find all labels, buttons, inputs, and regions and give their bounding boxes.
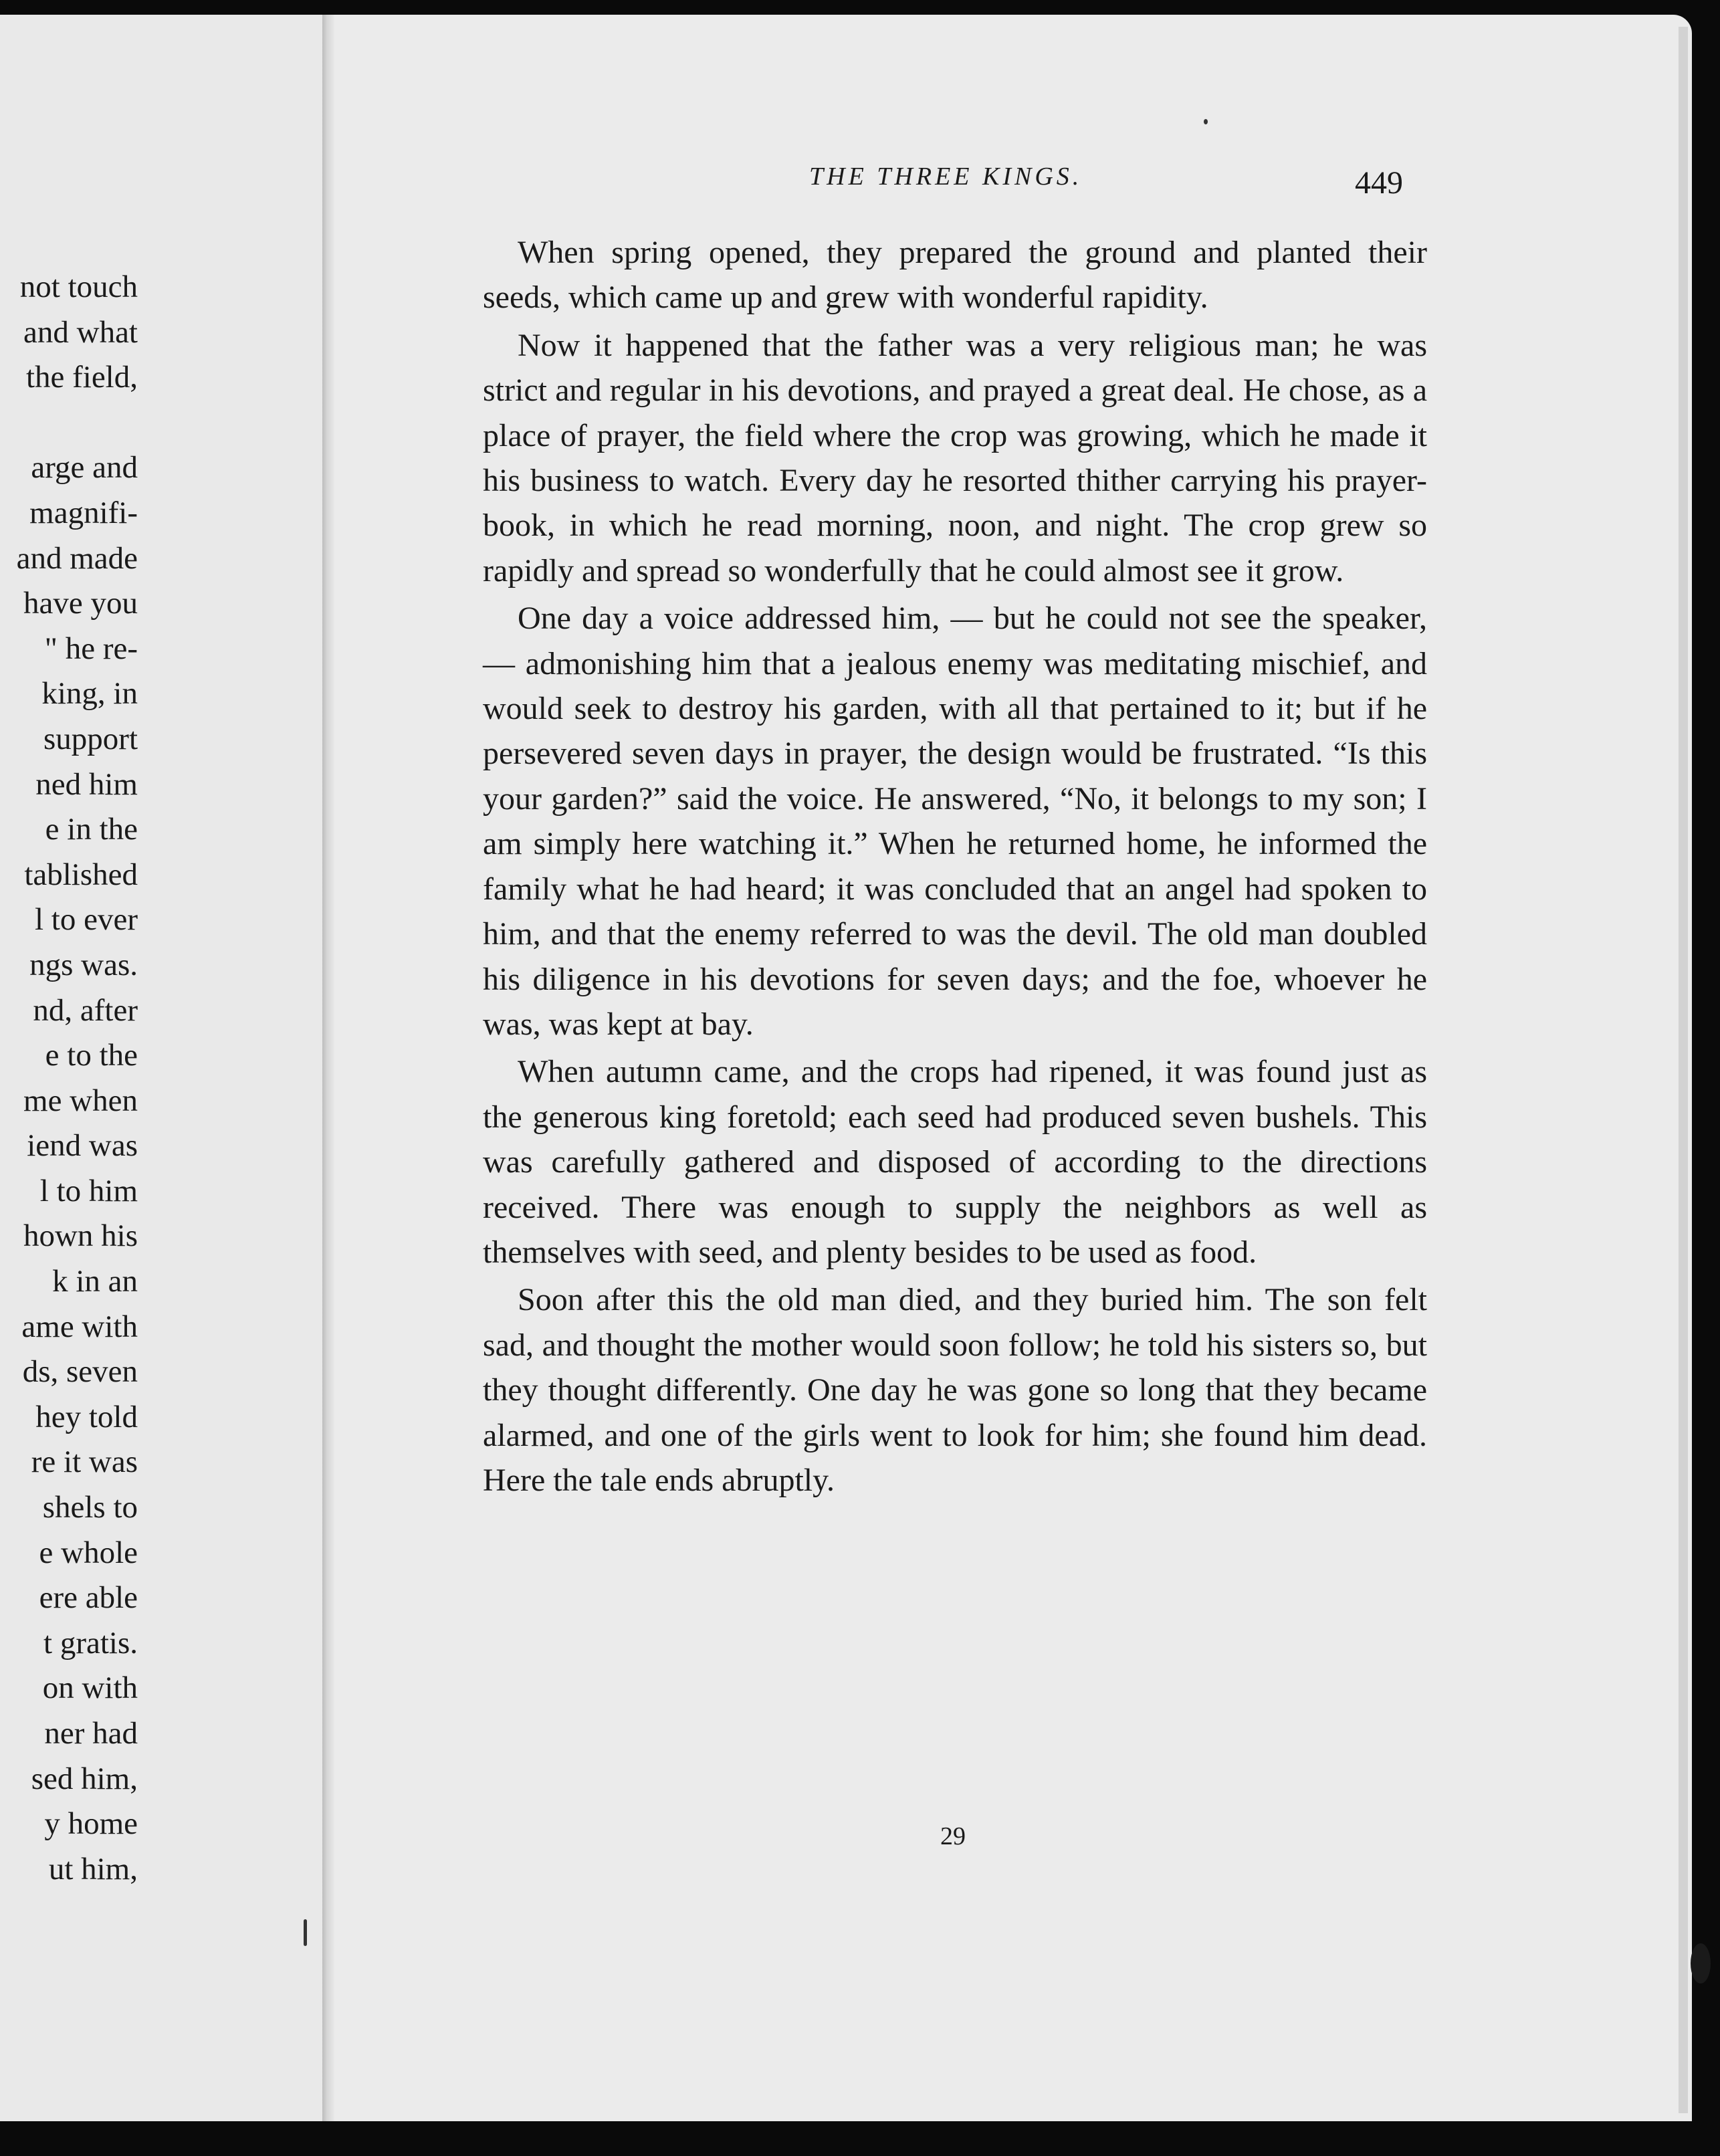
paragraph: One day a voice addressed him, — but he could not see the speaker, — admonishing him that a jealous enemy was meditating mischief, and would seek to destroy his garden, with all that pertained to it; but if he persevered seven days in prayer, the design would be frustrated. “Is this your garden?” said the voice. He answered, “No, it belongs to my son; I am simply here watching it.” When he returned home, he informed the family what he had heard; it was concluded that an angel had spoken to him, and that the enemy referred to was the devil. The old man doubled his diligence in his devotions for seven days; and the foe, whoever he was, was kept at bay. — [483, 601, 1427, 1042]
left-page-line: e to the — [45, 1038, 138, 1073]
left-page-line: l to ever — [35, 902, 138, 938]
left-page-line: king, in — [41, 676, 138, 712]
book-gutter — [322, 15, 334, 2121]
left-page-line: ds, seven — [22, 1354, 138, 1390]
left-page-line: " he re- — [44, 631, 138, 666]
running-head: THE THREE KINGS. — [809, 163, 1083, 191]
signature-mark: 29 — [940, 1822, 966, 1850]
paragraph: When spring opened, they prepared the ground and planted their seeds, which came up and grew with wonderful rapidity. — [483, 235, 1427, 316]
left-page-line: ut him, — [48, 1851, 138, 1886]
paragraph: Soon after this the old man died, and they buried him. The son felt sad, and thought the mother would soon follow; he told his sisters so, but they thought differently. One day he was gone so long that they became alarmed, and one of the girls went to look for him; she found him dead. Here the tale ends abruptly. — [483, 1282, 1427, 1498]
left-page-line: and made — [16, 540, 138, 576]
left-page-line: nd, after — [33, 992, 138, 1028]
left-page-text-column — [0, 265, 138, 1892]
left-page-line: hown his — [23, 1218, 138, 1254]
left-page-line: y home — [44, 1806, 138, 1842]
scan-speck — [1691, 1943, 1711, 1983]
paragraph: When autumn came, and the crops had ripened, it was found just as the generous king foretold; each seed had produced seven bushels. This was carefully gathered and disposed of according to the directions received. There was enough to supply the neighbors as well as themselves with seed, and plenty besides to be used as food. — [483, 1054, 1427, 1270]
left-page-line: ngs was. — [29, 947, 138, 982]
left-page-line: ere able — [39, 1580, 138, 1616]
left-page-line: shels to — [42, 1490, 138, 1525]
left-page-line: l to him — [39, 1173, 138, 1208]
left-page-line: the field, — [25, 360, 138, 395]
page-edge-shadow — [1679, 27, 1688, 2113]
left-page-line: re it was — [31, 1444, 138, 1480]
paragraph: Now it happened that the father was a very religious man; he was strict and regular in his devotions, and prayed a great deal. He chose, as a place of prayer, the field where the crop was growing, which he made it his business to watch. Every day he resorted thither carrying his prayer-book, in which he read morning, noon, and night. The crop grew so rapidly and spread so wonderfully that he could almost see it grow. — [483, 327, 1427, 588]
left-page-line — [0, 401, 138, 446]
left-page-line: have you — [23, 586, 138, 621]
left-page-line: me when — [23, 1083, 138, 1118]
left-page-line: on with — [42, 1670, 138, 1706]
left-page-line: ner had — [44, 1716, 138, 1751]
page-number: 449 — [1355, 165, 1403, 201]
left-page-line: magnifi- — [29, 495, 138, 530]
left-page-line: t gratis. — [43, 1625, 138, 1660]
left-page-line: arge and — [31, 450, 138, 486]
left-page-line: sed him, — [31, 1761, 138, 1796]
left-page-line: hey told — [35, 1399, 138, 1434]
left-page-line: ame with — [21, 1309, 138, 1344]
left-page-line: ned him — [35, 766, 138, 802]
left-page-line: iend was — [27, 1128, 138, 1164]
left-page-line: tablished — [24, 857, 138, 892]
left-page-line: k in an — [52, 1264, 138, 1299]
scan-speck — [1204, 119, 1208, 124]
left-page — [0, 15, 322, 2121]
left-page-line: not touch — [19, 270, 138, 304]
left-page-line: support — [43, 721, 138, 756]
body-text — [483, 230, 1427, 1505]
scan-speck — [304, 1919, 307, 1946]
left-page-line: e in the — [45, 812, 138, 847]
left-page-line: and what — [23, 314, 138, 350]
left-page-line: e whole — [39, 1535, 138, 1570]
